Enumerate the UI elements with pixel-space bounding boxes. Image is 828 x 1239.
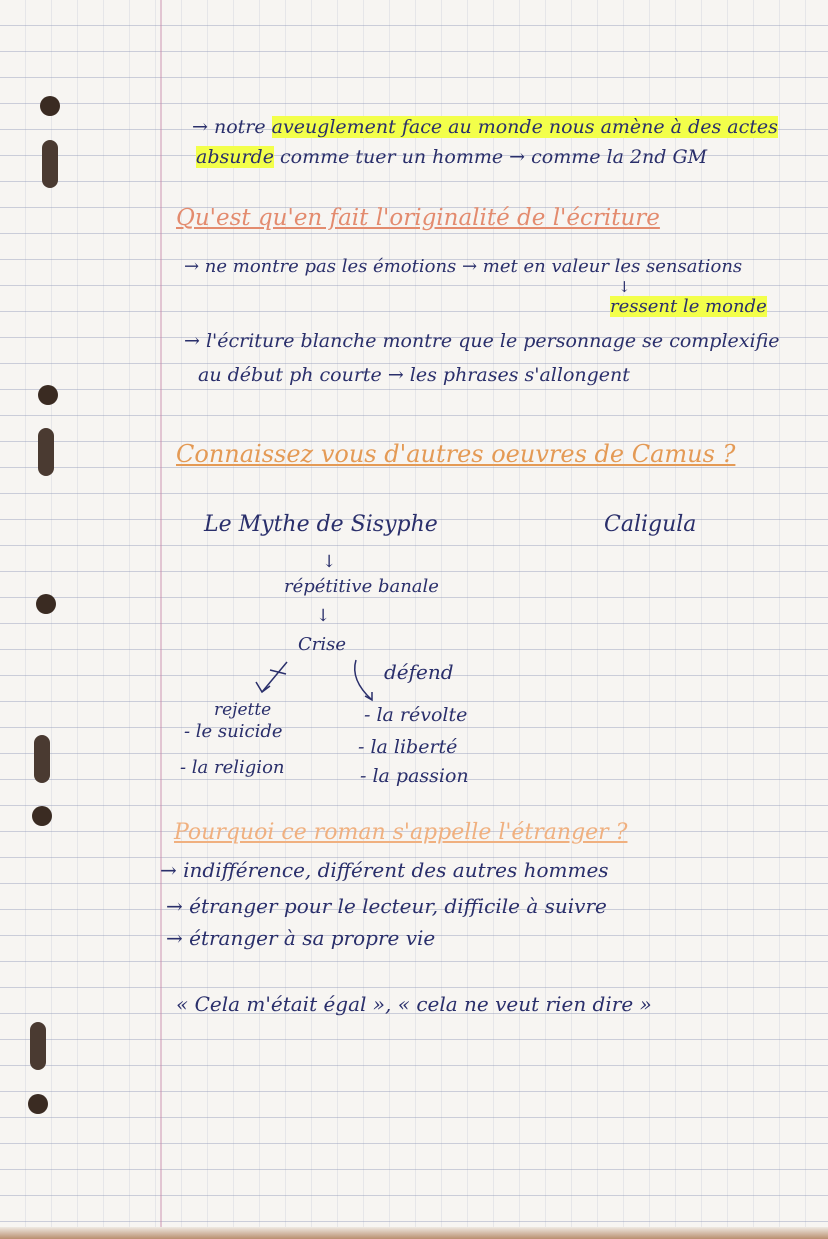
binder-hole — [40, 96, 60, 116]
work-title: Le Mythe de Sisyphe — [204, 512, 438, 537]
note-line: → indifférence, différent des autres hommes — [160, 858, 609, 882]
highlighted-text: ressent le monde — [610, 296, 767, 317]
binder-hole — [36, 594, 56, 614]
note-text: comme tuer un homme → comme la 2nd GM — [273, 146, 708, 168]
note-line — [192, 116, 778, 138]
work-title: Caligula — [604, 512, 697, 537]
down-arrow: ↓ — [316, 606, 331, 626]
binder-hole — [42, 140, 58, 188]
quote-line: « Cela m'était égal », « cela ne veut rien dire » — [176, 992, 652, 1016]
note-line — [196, 146, 707, 168]
section-heading: Qu'est qu'en fait l'originalité de l'écriture — [176, 205, 660, 231]
down-arrow: ↓ — [322, 552, 337, 572]
branch-label: rejette — [214, 700, 272, 720]
highlighted-text: absurde — [196, 146, 274, 168]
note-line: au début ph courte → les phrases s'allongent — [198, 364, 630, 386]
branch-item: - la passion — [360, 765, 469, 787]
down-arrow: ↓ — [618, 278, 631, 296]
branch-item: - la liberté — [358, 736, 458, 758]
highlighted-text: aveuglement face au monde nous amène à des actes — [271, 116, 778, 138]
diagram-step: répétitive banale — [284, 576, 439, 597]
binder-hole — [38, 428, 54, 476]
branch-label: défend — [384, 660, 454, 684]
binder-hole — [30, 1022, 46, 1070]
note-line: → étranger pour le lecteur, difficile à suivre — [166, 894, 607, 918]
diagram-step: Crise — [298, 634, 347, 655]
binder-hole — [34, 735, 50, 783]
note-text: → notre — [192, 116, 272, 138]
note-line: → étranger à sa propre vie — [166, 926, 436, 950]
section-heading: Pourquoi ce roman s'appelle l'étranger ? — [174, 820, 628, 845]
binder-hole — [32, 806, 52, 826]
binder-hole — [28, 1094, 48, 1114]
branch-item: - le suicide — [184, 721, 283, 742]
section-heading: Connaissez vous d'autres oeuvres de Camus ? — [176, 440, 736, 468]
branch-item: - la religion — [180, 757, 285, 778]
branch-item: - la révolte — [364, 704, 468, 726]
note-line: → ne montre pas les émotions → met en valeur les sensations — [184, 256, 743, 277]
page-bottom-edge — [0, 1227, 828, 1239]
margin-line — [160, 0, 162, 1239]
note-line: → l'écriture blanche montre que le personnage se complexifie — [184, 330, 780, 352]
binder-hole — [38, 385, 58, 405]
